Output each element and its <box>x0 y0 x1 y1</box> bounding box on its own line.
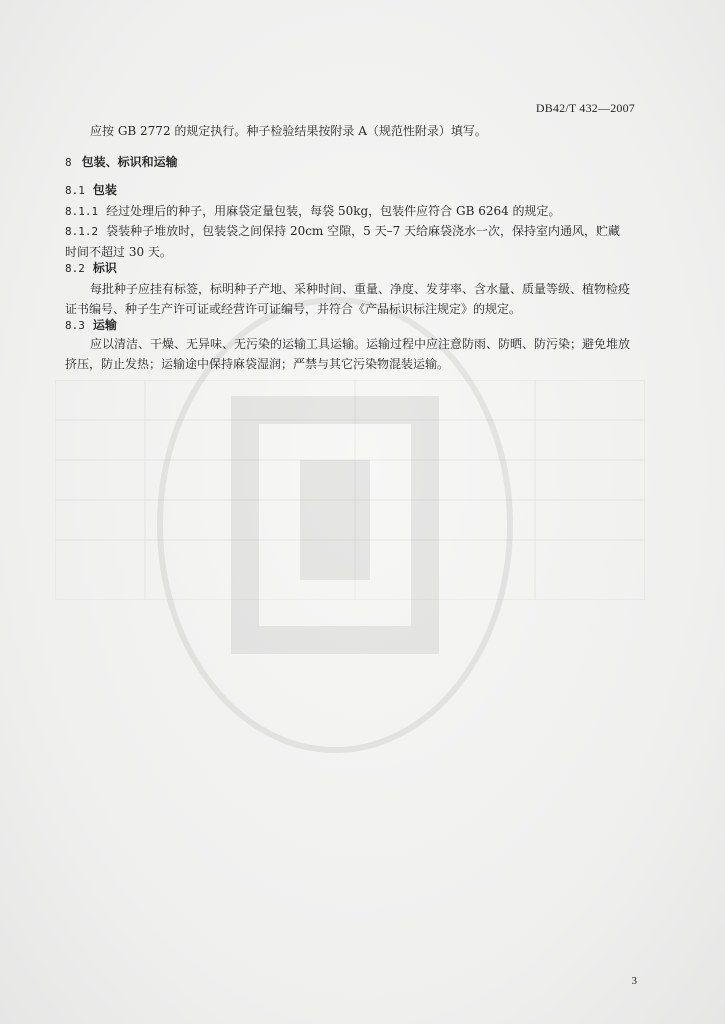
section-8-2-title: 标识 <box>92 261 117 275</box>
section-8-1-title: 包装 <box>92 183 117 197</box>
section-8-number: 8 <box>65 156 72 169</box>
section-8-3-text: 应以清洁、干燥、无异味、无污染的运输工具运输。运输过程中应注意防雨、防晒、防污染；避免堆放挤压，防止发热；运输途中保持麻袋湿润；严禁与其它污染物混装运输。 <box>65 337 631 371</box>
section-8-3-heading <box>65 316 117 333</box>
clause-8-1-2-text-line1: 袋装种子堆放时，包装袋之间保持 20cm 空隙，5 天–7 天给麻袋浇水一次，保持室内通风，贮藏 <box>106 224 621 238</box>
clause-8-1-1 <box>65 201 640 222</box>
page-number: 3 <box>631 975 637 987</box>
clause-8-1-2-text-line2: 时间不超过 30 天。 <box>65 245 172 259</box>
intro-paragraph: 应按 GB 2772 的规定执行。种子检验结果按附录 A（规范性附录）填写。 <box>90 124 487 138</box>
section-8-2-text: 每批种子应挂有标签，标明种子产地、采种时间、重量、净度、发芽率、含水量、质量等级、植物检疫证书编号、种子生产许可证或经营许可证编号，并符合《产品标识标注规定》的规定。 <box>65 282 631 316</box>
section-8-2-number: 8.2 <box>65 262 85 275</box>
section-8-1-number: 8.1 <box>65 184 85 197</box>
clause-8-1-2 <box>65 221 640 262</box>
show-through-table <box>55 380 645 600</box>
section-8-title: 包装、标识和运输 <box>81 155 178 169</box>
section-8-heading <box>65 153 178 170</box>
clause-8-1-1-number: 8.1.1 <box>65 205 99 218</box>
section-8-3-number: 8.3 <box>65 319 85 332</box>
section-8-2-heading <box>65 259 117 276</box>
section-8-3-title: 运输 <box>92 318 117 332</box>
clause-8-1-1-text: 经过处理后的种子，用麻袋定量包装，每袋 50kg，包装件应符合 GB 6264 的规定。 <box>106 204 561 218</box>
section-8-1-heading <box>65 181 117 198</box>
document-code: DB42/T 432—2007 <box>535 101 635 115</box>
clause-8-1-2-number: 8.1.2 <box>65 225 99 238</box>
